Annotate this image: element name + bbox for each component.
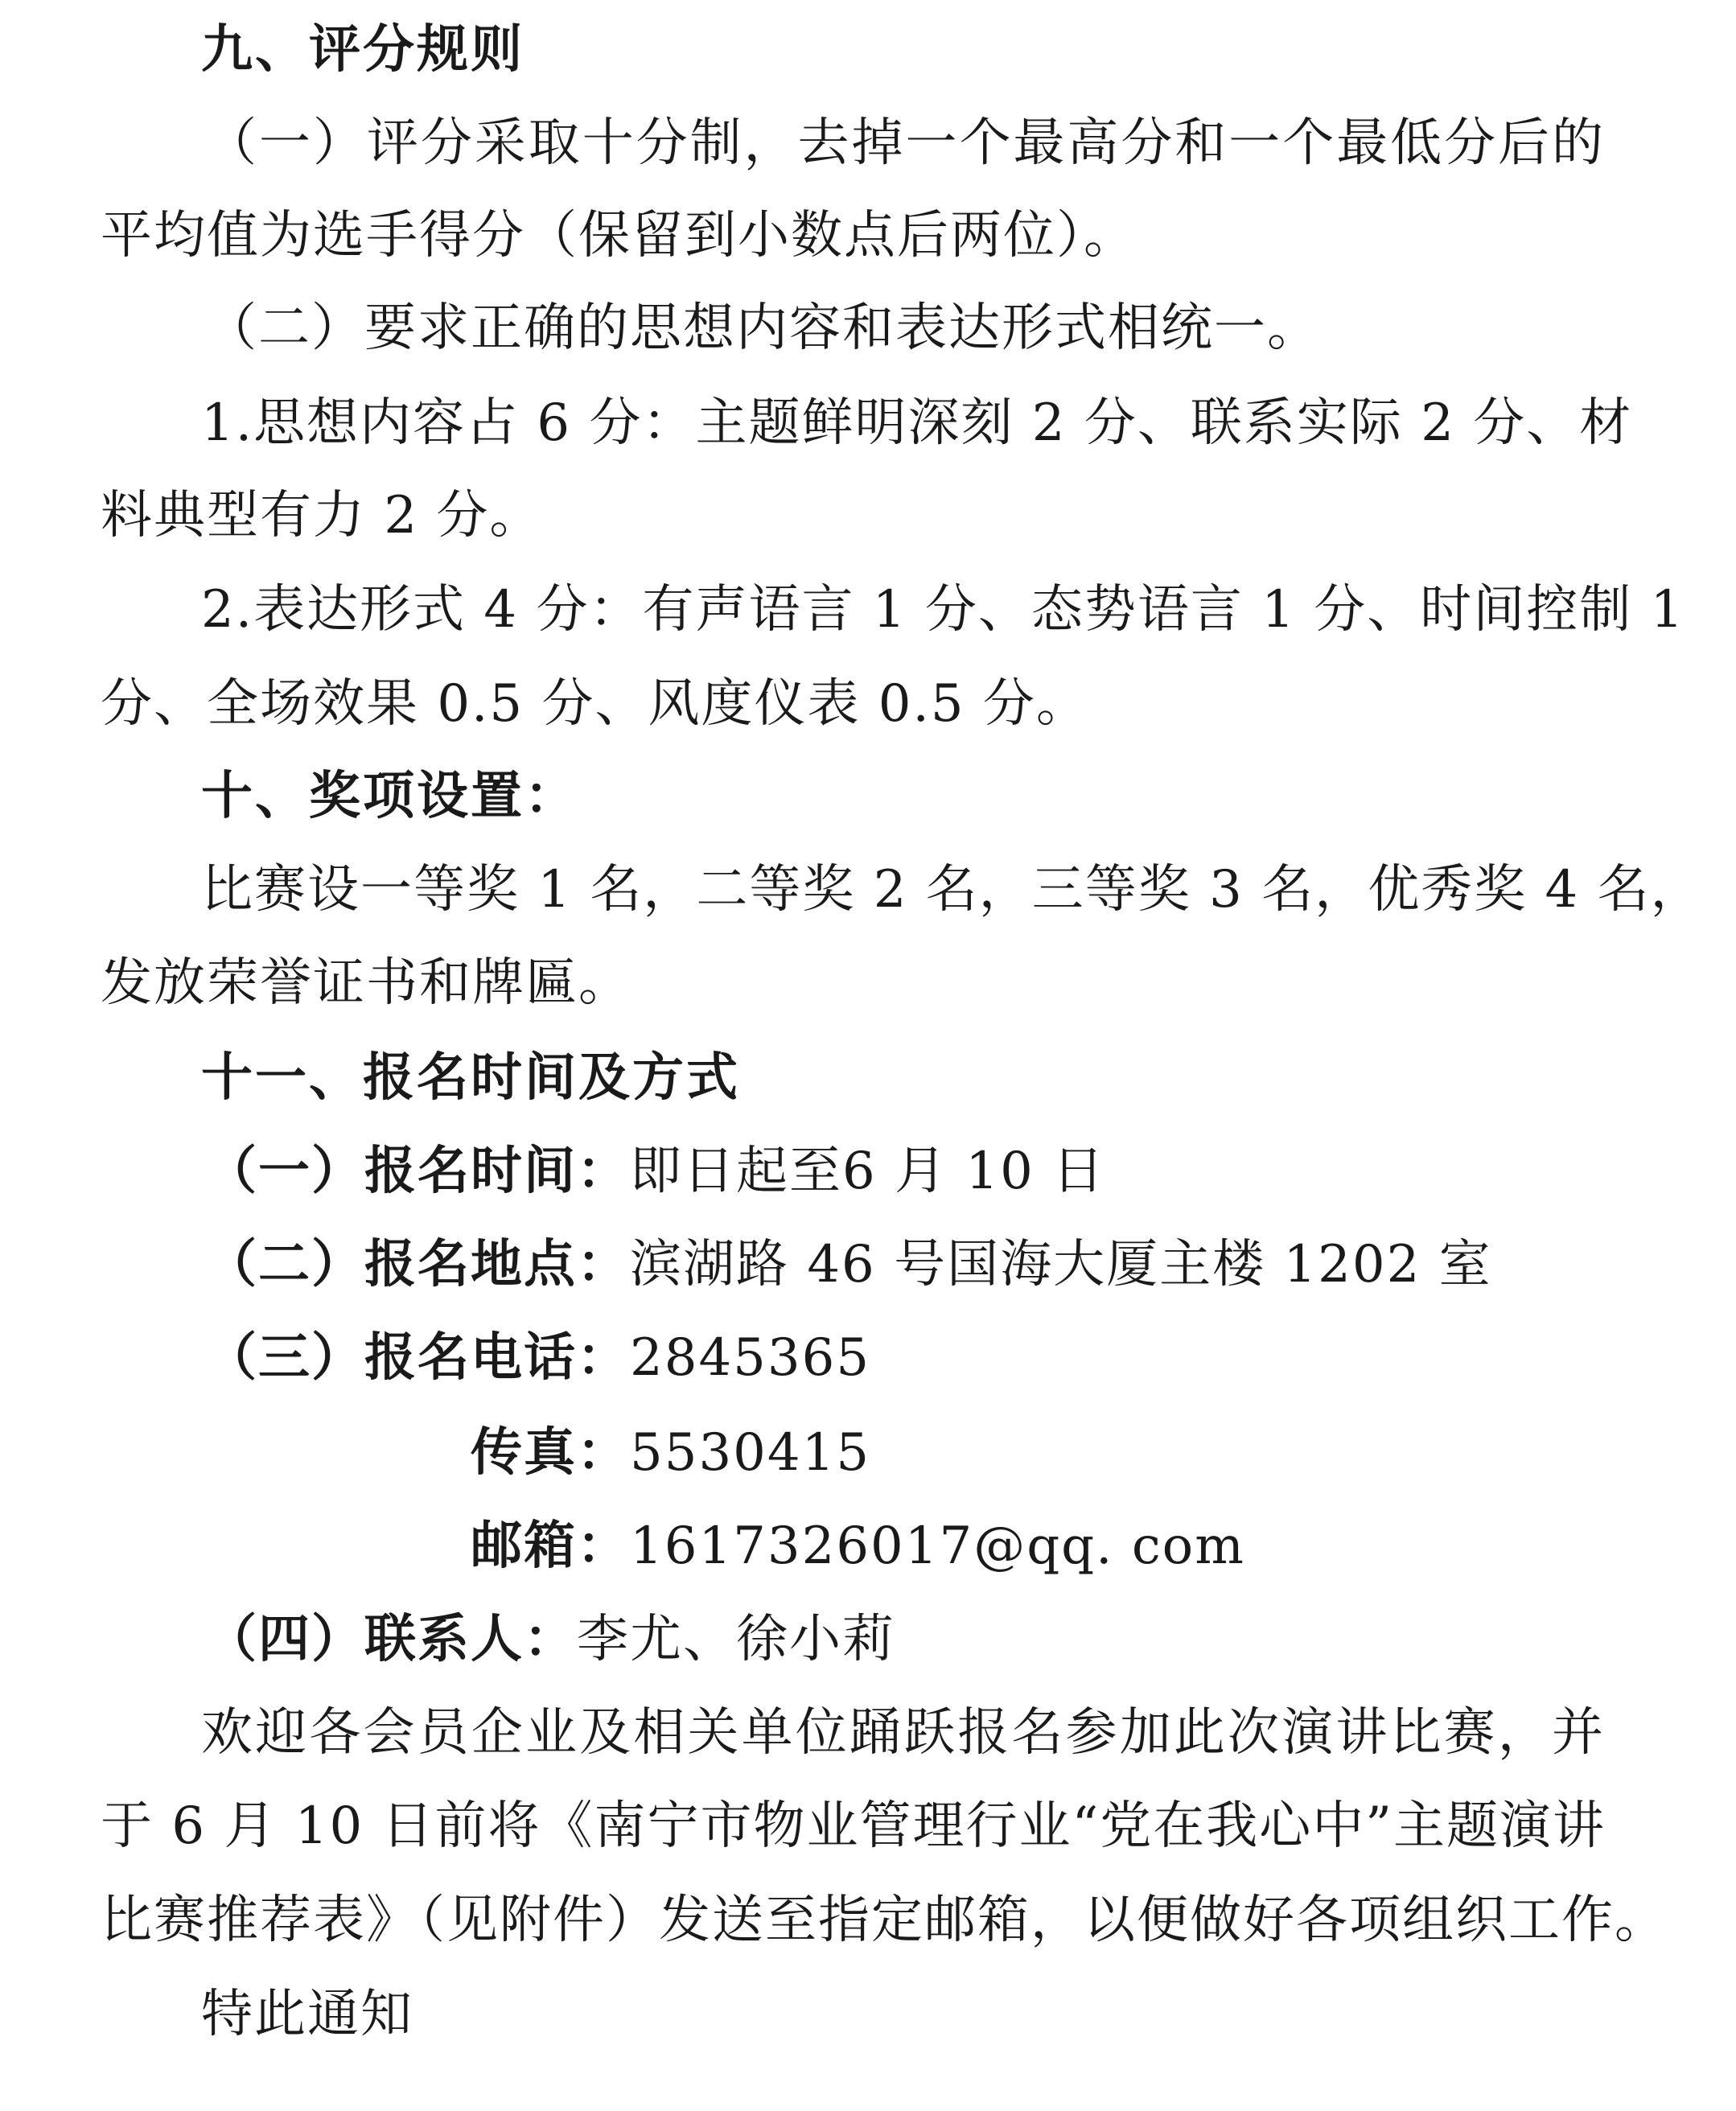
s11-phone-row [205,1326,1717,1390]
fax-value: 5530415 [630,1423,871,1483]
section-9-heading: 九、评分规则 [201,20,525,80]
s9-p4-line1: 2.表达形式 4 分：有声语言 1 分、态势语言 1 分、时间控制 1 [201,580,1685,640]
section-11-heading: 十一、报名时间及方式 [201,1048,740,1108]
email-label: 邮箱： [471,1516,630,1576]
closing-line1: 欢迎各会员企业及相关单位踊跃报名参加此次演讲比赛，并 [201,1703,1605,1763]
s10-p1-line1: 比赛设一等奖 1 名，二等奖 2 名，三等奖 3 名，优秀奖 4 名， [201,860,1704,920]
s9-p3-line1: 1.思想内容占 6 分：主题鲜明深刻 2 分、联系实际 2 分、材 [201,393,1633,453]
s11-fax-row [471,1421,1736,1485]
place-value: 滨湖路 46 号国海大厦主楼 1202 室 [630,1235,1492,1294]
contact-value: 李尤、徐小莉 [577,1610,895,1669]
s10-p1-line2: 发放荣誉证书和牌匾。 [101,953,631,1013]
s9-p2: （二）要求正确的思想内容和表达形式相统一。 [205,298,1320,358]
s11-place-row [205,1232,1717,1297]
s11-contact-row [205,1607,1717,1672]
s9-p3-line2: 料典型有力 2 分。 [101,486,543,545]
time-label: （一）报名时间： [205,1142,630,1201]
time-value: 即日起至6 月 10 日 [630,1142,1106,1201]
section-10-heading: 十、奖项设置： [201,767,578,826]
phone-label: （三）报名电话： [205,1328,630,1388]
contact-label: （四）联系人： [205,1610,577,1669]
phone-value: 2845365 [630,1328,871,1388]
s11-email-row [471,1514,1736,1578]
fax-label: 传真： [471,1423,630,1483]
s11-time-row [205,1139,1717,1204]
s9-p4-line2: 分、全场效果 0.5 分、风度仪表 0.5 分。 [101,674,1089,734]
closing-line4: 特此通知 [201,1985,413,2044]
closing-line3: 比赛推荐表》（见附件）发送至指定邮箱，以便做好各项组织工作。 [101,1891,1668,1950]
email-value: 1617326017@qq. com [630,1516,1245,1576]
s9-p1-line1: （一）评分采取十分制，去掉一个最高分和一个最低分后的 [205,113,1605,173]
closing-line2: 于 6 月 10 日前将《南宁市物业管理行业“党在我心中”主题演讲 [101,1796,1606,1856]
s9-p1-line2: 平均值为选手得分（保留到小数点后两位）。 [101,206,1137,265]
place-label: （二）报名地点： [205,1235,630,1294]
